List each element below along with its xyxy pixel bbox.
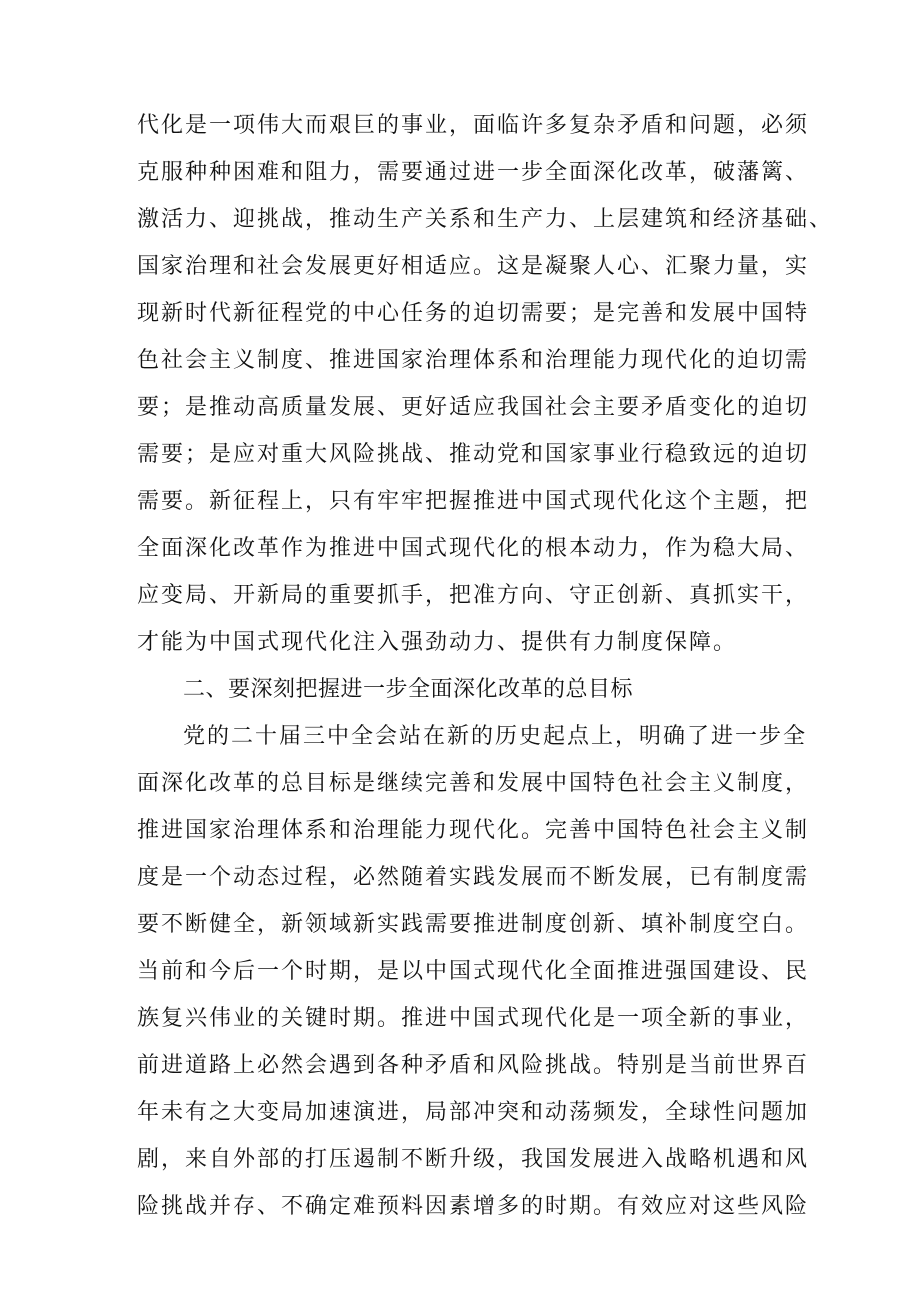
paragraph-line: 激活力、迎挑战，推动生产关系和生产力、上层建筑和经济基础、 bbox=[137, 207, 834, 232]
paragraph-line: 推进国家治理体系和治理能力现代化。完善中国特色社会主义制 bbox=[137, 818, 810, 843]
paragraph-line: 族复兴伟业的关键时期。推进中国式现代化是一项全新的事业， bbox=[137, 1006, 810, 1031]
paragraph-line: 险挑战并存、不确定难预料因素增多的时期。有效应对这些风险 bbox=[137, 1194, 810, 1219]
paragraph-line: 要不断健全，新领域新实践需要推进制度创新、填补制度空白。 bbox=[137, 912, 810, 937]
paragraph-line: 党的二十届三中全会站在新的历史起点上，明确了进一步全 bbox=[183, 724, 808, 749]
paragraph-line: 剧，来自外部的打压遏制不断升级，我国发展进入战略机遇和风 bbox=[137, 1147, 810, 1172]
paragraph-line: 前进道路上必然会遇到各种矛盾和风险挑战。特别是当前世界百 bbox=[137, 1053, 810, 1078]
paragraph-line: 现新时代新征程党的中心任务的迫切需要；是完善和发展中国特 bbox=[137, 301, 810, 326]
paragraph-line: 当前和今后一个时期，是以中国式现代化全面推进强国建设、民 bbox=[137, 959, 810, 984]
paragraph-line: 度是一个动态过程，必然随着实践发展而不断发展，已有制度需 bbox=[137, 865, 810, 890]
paragraph-line: 代化是一项伟大而艰巨的事业，面临许多复杂矛盾和问题，必须 bbox=[137, 113, 810, 138]
section-heading: 二、要深刻把握进一步全面深化改革的总目标 bbox=[183, 677, 634, 702]
paragraph-line: 国家治理和社会发展更好相适应。这是凝聚人心、汇聚力量，实 bbox=[137, 254, 810, 279]
paragraph-line: 应变局、开新局的重要抓手，把准方向、守正创新、真抓实干， bbox=[137, 583, 810, 608]
paragraph-line: 年未有之大变局加速演进，局部冲突和动荡频发，全球性问题加 bbox=[137, 1100, 810, 1125]
paragraph-line: 需要；是应对重大风险挑战、推动党和国家事业行稳致远的迫切 bbox=[137, 442, 810, 467]
paragraph-line: 才能为中国式现代化注入强劲动力、提供有力制度保障。 bbox=[137, 630, 738, 655]
paragraph-line: 克服种种困难和阻力，需要通过进一步全面深化改革，破藩篱、 bbox=[137, 160, 810, 185]
paragraph-line: 需要。新征程上，只有牢牢把握推进中国式现代化这个主题，把 bbox=[137, 489, 810, 514]
paragraph-line: 要；是推动高质量发展、更好适应我国社会主要矛盾变化的迫切 bbox=[137, 395, 810, 420]
paragraph-line: 全面深化改革作为推进中国式现代化的根本动力，作为稳大局、 bbox=[137, 536, 810, 561]
paragraph-line: 面深化改革的总目标是继续完善和发展中国特色社会主义制度， bbox=[137, 771, 810, 796]
paragraph-line: 色社会主义制度、推进国家治理体系和治理能力现代化的迫切需 bbox=[137, 348, 810, 373]
